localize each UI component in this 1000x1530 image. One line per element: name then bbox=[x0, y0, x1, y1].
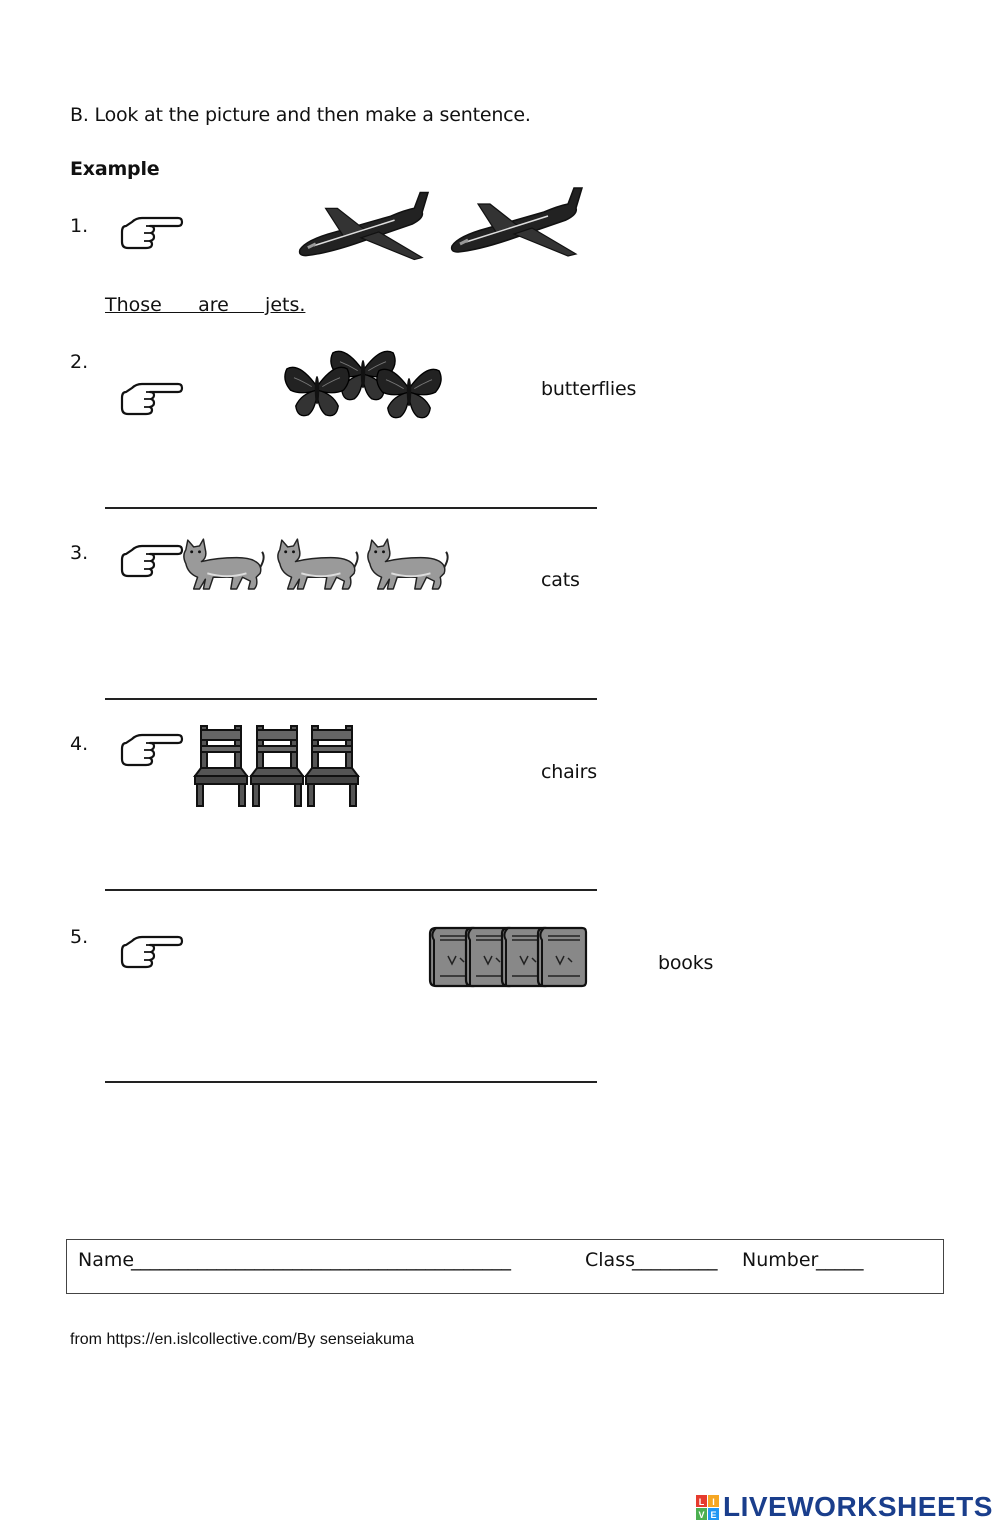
jet-icon bbox=[296, 187, 434, 269]
butterfly-icon bbox=[372, 362, 446, 424]
cat-icon bbox=[362, 537, 450, 593]
class-field[interactable]: _________ bbox=[632, 1249, 718, 1271]
liveworksheets-logo[interactable] bbox=[696, 1491, 996, 1525]
word-hint: books bbox=[658, 952, 714, 974]
butterfly-icon bbox=[280, 360, 354, 422]
source-credit: from https://en.islcollective.com/By senseiakuma bbox=[70, 1331, 415, 1348]
item-number: 1. bbox=[70, 215, 89, 237]
word-hint: chairs bbox=[541, 761, 597, 783]
pointing-hand-icon bbox=[120, 540, 184, 580]
svg-text:L: L bbox=[698, 1497, 705, 1507]
brand-text: LIVEWORKSHEETS bbox=[723, 1491, 993, 1522]
svg-text:E: E bbox=[710, 1510, 717, 1520]
word-hint: butterflies bbox=[541, 378, 637, 400]
item-number: 3. bbox=[70, 542, 89, 564]
name-label: Name bbox=[78, 1249, 135, 1271]
student-info-box bbox=[66, 1239, 944, 1294]
answer-line[interactable] bbox=[105, 507, 597, 509]
item-number: 4. bbox=[70, 733, 89, 755]
answer-line[interactable] bbox=[105, 698, 597, 700]
example-answer: Those are jets. bbox=[105, 294, 306, 316]
example-label: Example bbox=[70, 158, 160, 180]
answer-line[interactable] bbox=[105, 889, 597, 891]
item-number: 2. bbox=[70, 351, 89, 373]
instruction: B. Look at the picture and then make a sentence. bbox=[70, 104, 531, 126]
item-number: 5. bbox=[70, 926, 89, 948]
pointing-hand-icon bbox=[120, 729, 184, 769]
chair-icon bbox=[249, 724, 305, 808]
word-hint: cats bbox=[541, 569, 580, 591]
name-field[interactable]: ________________________________________ bbox=[131, 1249, 511, 1271]
svg-text:V: V bbox=[698, 1510, 705, 1520]
svg-text:I: I bbox=[712, 1497, 715, 1507]
book-icon bbox=[534, 926, 588, 988]
number-label: Number bbox=[742, 1249, 819, 1271]
live-logo-icon bbox=[696, 1495, 720, 1521]
cat-icon bbox=[178, 537, 266, 593]
chair-icon bbox=[304, 724, 360, 808]
cat-icon bbox=[272, 537, 360, 593]
class-label: Class bbox=[585, 1249, 635, 1271]
chair-icon bbox=[193, 724, 249, 808]
jet-icon bbox=[448, 183, 588, 265]
pointing-hand-icon bbox=[120, 931, 184, 971]
pointing-hand-icon bbox=[120, 212, 184, 252]
number-field[interactable]: _____ bbox=[816, 1249, 864, 1271]
answer-line[interactable] bbox=[105, 1081, 597, 1083]
pointing-hand-icon bbox=[120, 378, 184, 418]
